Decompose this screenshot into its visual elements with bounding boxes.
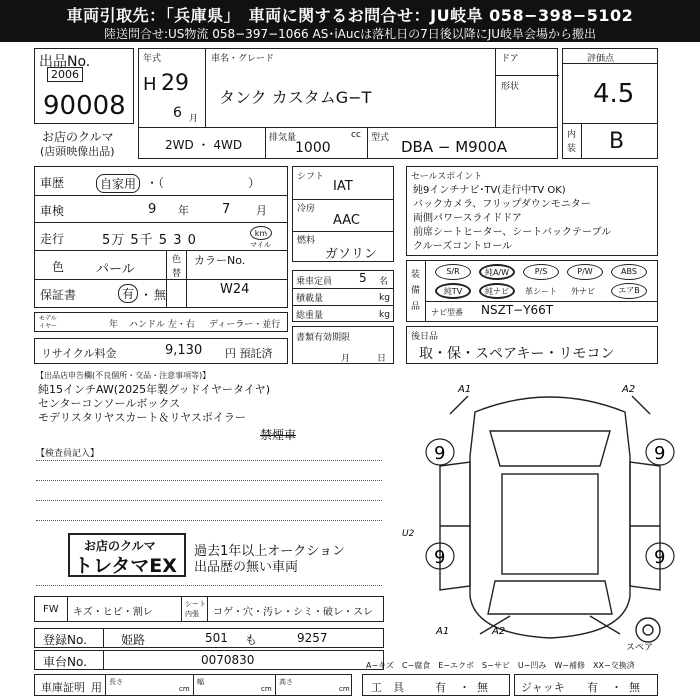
seat-label-2: 内張 [185,610,199,618]
promo-brand: トレタマEX [74,555,177,577]
sales-points-label: セールスポイント [411,172,483,182]
fuel-value: ガソリン [325,247,378,262]
condition-row [34,596,384,622]
non-smoking: 禁煙車 [260,428,297,442]
equip-tv: 純TV [435,283,471,299]
shop-sub: (店頭映像出品) [40,145,115,158]
grade-label: 評価点 [587,54,615,64]
seat-options: コゲ・穴・汚レ・シミ・破レ・スレ [213,607,373,618]
color-no: W24 [220,282,250,297]
shift-label: シフト [297,172,325,182]
equip-ext-navi: 外ナビ [571,287,595,296]
name-label: 車名・グレード [211,54,275,64]
type-label: 型式 [371,133,390,143]
year-value: 29 [161,71,189,96]
cert-width: 幅 [197,678,204,686]
chassis-row [34,650,384,670]
warranty-no: 無 [154,288,167,302]
equip-leather: 革シート [525,287,557,296]
middle-box [292,166,394,262]
grade-box [562,48,658,159]
damage-legend: A−キズ C−腐食 E−エクボ S−サビ U−凹み W−補修 XX−交換済 [366,661,635,670]
handle: ハンドル 左・右 [129,320,195,330]
capacity-label: 乗車定員 [296,277,333,287]
mileage-value: 5万 5千 5 3 0 [102,233,197,248]
accessories-box [406,326,658,364]
tools-label: 工 具 [371,681,404,694]
color-change-2: 替 [172,269,182,279]
doc-expiry-box [292,326,394,364]
capacity-unit: 名 [379,277,389,287]
sales-points-box [406,166,658,256]
inspection-year-unit: 年 [178,204,189,217]
sales-point-5: クルーズコントロール [413,241,512,252]
fw-label: FW [43,604,59,615]
history-value: 自家用 [96,174,140,193]
equip-pw: P/W [567,264,603,280]
registration-number: 9257 [297,631,328,645]
inspection-month-unit: 月 [256,204,267,217]
promo-shop: お店のクルマ [84,539,156,553]
registration-place: 姫路 [121,633,146,647]
doc-expiry-day-unit: 日 [377,354,387,364]
spare-tire-icon [636,618,660,642]
interior-label-1: 内 [567,130,577,140]
lot-label: 出品No. [39,54,91,70]
fw-options: キズ・ヒビ・割レ [73,607,153,618]
mileage-unit: km [250,226,272,240]
promo-line-1: 過去1年以上オークション [194,544,346,559]
accessories-label: 後日品 [411,332,439,342]
model-label-2: イヤー [39,323,58,330]
damage-mark-front-left: A1 [458,384,472,395]
sales-point-3: 両側パワースライドドア [413,213,522,224]
cert-length: 長さ [109,678,123,686]
color-change-1: 色 [172,255,182,265]
damage-mark-left: U2 [402,529,415,539]
inspection-month: 7 [222,202,231,217]
jack-no: 無 [629,681,640,694]
navi-model: NSZT−Y66T [481,303,554,317]
color-value: パール [96,262,135,277]
shift-value: IAT [333,179,353,194]
tire-mark-rr: 9 [654,547,666,568]
equip-abs: ABS [611,264,647,280]
damage-mark-rear-right: A2 [492,626,506,637]
capacity-box [292,270,394,322]
inspection-label: 車検 [40,204,65,218]
weight-unit: kg [379,310,390,320]
mileage-unit-sub: マイル [250,241,271,249]
header-line-1: 車両引取先：「兵庫県」 車両に関するお問合せ：JU岐阜 058−398−5102 [66,6,634,25]
cert-row [34,674,352,696]
month-unit: 月 [189,114,199,124]
doc-expiry-label: 書類有効期限 [296,333,351,343]
year-label: 年式 [143,54,162,64]
model-label-1: モデル [39,315,57,322]
car-rear-window [488,581,612,614]
car-body-outline [470,397,630,638]
cooler-label: 冷房 [297,204,316,214]
car-windshield [490,431,610,466]
sales-point-4: 前席シートヒーター、シートバックテーブル [413,227,612,238]
weight-label: 総重量 [296,311,324,321]
registration-label: 登録No. [43,633,87,647]
cooler-value: AAC [333,213,360,228]
cc-unit: cc [351,130,361,140]
shape-label: 形状 [501,82,520,92]
registration-class: 501 [205,631,228,645]
tools-yes: 有 [435,681,446,694]
shop-label: お店のクルマ [42,130,114,144]
vehicle-box [138,48,558,128]
displacement-label: 排気量 [269,133,297,143]
equipment-box [406,260,658,322]
tire-mark-rl: 9 [434,547,446,568]
displacement: 1000 [295,140,331,156]
tire-mark-fl: 9 [434,443,446,464]
equipment-label-1: 装 [411,270,421,280]
car-name: タンク カスタムG−T [219,88,372,107]
notes-title: 【出品店申告欄(不良個所・交品・注意事項等)】 [36,371,211,380]
color-no-label: カラーNo. [194,254,246,267]
header-line-2: 陸送問合せ:US物流 058−397−1066 AS･iAucは落札日の7日後以降にJU岐阜会場から搬出 [103,27,597,41]
load-unit: kg [379,293,390,303]
cert-length-cm: cm [179,685,190,693]
mileage-label: 走行 [40,232,65,246]
capacity-value: 5 [359,271,367,285]
chassis-label: 車台No. [43,655,87,669]
seat-label-1: シート [185,600,206,608]
sales-point-1: 純9インチナビ･TV(走行中TV OK) [413,185,566,196]
inspection-year: 9 [148,202,157,217]
equip-sr: S/R [435,264,471,280]
damage-mark-front-right: A2 [622,384,636,395]
model-year-row [34,312,288,332]
promo-box [68,533,186,577]
chassis-value: 0070830 [201,653,255,667]
warranty-label: 保証書 [40,288,77,302]
tire-mark-fr: 9 [654,443,666,464]
dealer: ディーラー・並行 [209,320,281,330]
color-label: 色 [52,260,65,274]
inspector-title: 【検査員記入】 [36,449,100,459]
model-year-unit: 年 [109,320,119,330]
load-label: 積載量 [296,294,324,304]
equip-airbag: エアB [611,283,647,299]
sales-point-2: バックカメラ、フリップダウンモニター [413,199,591,210]
cert-usage: 用 [91,681,102,694]
cert-width-cm: cm [261,685,272,693]
vehicle-row-2 [138,127,558,159]
cert-height: 高さ [279,678,293,686]
promo-line-2: 出品歴の無い車両 [194,560,299,575]
month-value: 6 [173,105,182,121]
equip-alloy: 純A/W [479,264,515,280]
accessories-value: 取・保・スペアキー・リモコン [419,346,615,362]
tools-row: 工 具 有 ・ 無 [362,674,510,696]
equip-navi: 純ナビ [479,283,515,299]
jack-row: ジャッキ 有 ・ 無 [514,674,658,696]
spare-label: スペア [626,643,654,653]
navi-label: ナビ型番 [431,308,463,317]
recycle-row [34,338,288,364]
jack-yes: 有 [587,681,598,694]
grade-score: 4.5 [593,79,635,109]
note-3: モデリスタリヤスカート＆リヤスポイラー [38,411,246,424]
tools-no: 無 [477,681,488,694]
registration-row [34,628,384,648]
drive-type: 2WD ・ 4WD [165,138,243,152]
note-2: センターコンソールボックス [38,397,181,410]
interior-grade: B [609,129,625,154]
equip-ps: P/S [523,264,559,280]
recycle-label: リサイクル料金 [41,347,117,360]
note-1: 純15インチAW(2025年製グッドイヤータイヤ) [38,383,271,396]
car-diagram [400,376,700,654]
history-label: 車歴 [40,176,65,190]
doc-expiry-unit: 月 [341,354,351,364]
fuel-label: 燃料 [297,236,316,246]
warranty-sep: ・ [140,288,153,302]
interior-label-2: 装 [567,144,577,154]
jack-label: ジャッキ [521,681,565,694]
type-value: DBA − M900A [401,138,508,156]
warranty-yes: 有 [118,284,138,303]
equipment-label-3: 品 [411,302,421,312]
lot-number: 90008 [43,91,126,121]
equipment-label-2: 備 [411,286,421,296]
cert-label: 車庫証明 [41,681,85,694]
cert-height-cm: cm [339,685,350,693]
lot-box [34,48,134,124]
registration-kana: も [245,633,258,647]
damage-mark-rear-left: A1 [436,626,450,637]
car-roof [502,474,598,574]
door-label: ドア [501,54,519,64]
era: H [143,74,157,95]
history-rest: ・（ ） [146,176,261,190]
header-bar [0,0,700,42]
lot-year: 2006 [47,67,83,82]
recycle-unit: 円 預託済 [225,347,273,360]
recycle-value: 9,130 [165,343,203,358]
